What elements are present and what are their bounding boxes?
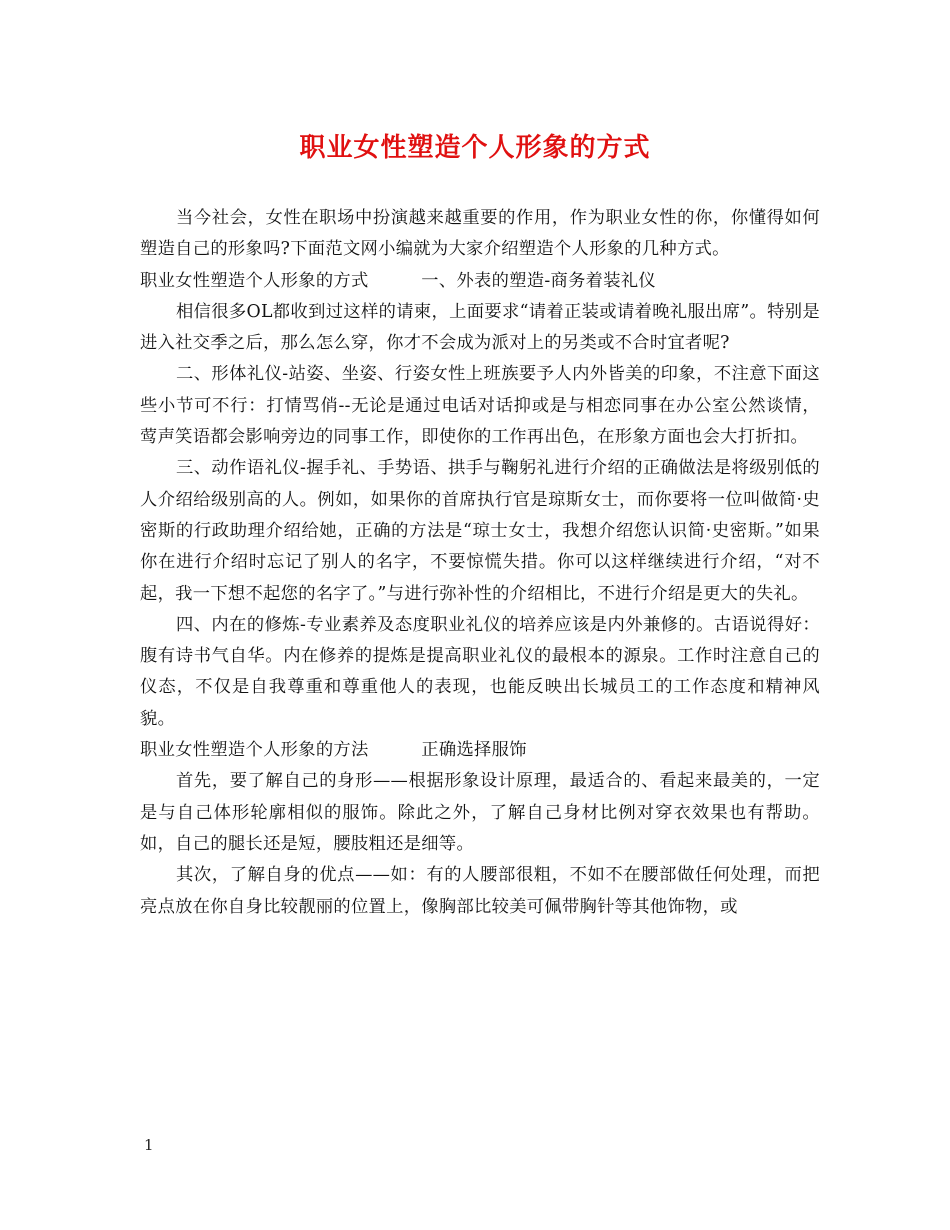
paragraph-intro: 当今社会，女性在职场中扮演越来越重要的作用，作为职业女性的你，你懂得如何塑造自己的形象吗?下面范文网小编就为大家介绍塑造个人形象的几种方式。 — [140, 208, 820, 260]
section-heading-method: 职业女性塑造个人形象的方法 正确选择服饰 — [140, 740, 527, 761]
section-heading-way: 职业女性塑造个人形象的方式 一、外表的塑造-商务着装礼仪 — [140, 270, 656, 291]
page-number: 1 — [144, 1136, 154, 1154]
paragraph-strengths: 其次，了解自身的优点——如：有的人腰部很粗，不如不在腰部做任何处理，而把亮点放在你自身比较靓丽的位置上，像胸部比较美可佩带胸针等其他饰物，或 — [140, 865, 820, 917]
paragraph-gesture: 三、动作语礼仪-握手礼、手势语、拱手与鞠躬礼进行介绍的正确做法是将级别低的人介绍给级别高的人。例如，如果你的首席执行官是琼斯女士，而你要将一位叫做简·史密斯的行政助理介绍给她，正确的方法是“琼士女士，我想介绍您认识简·史密斯。”如果你在进行介绍时忘记了别人的名字，不要惊慌失措。你可以这样继续进行介绍，“对不起，我一下想不起您的名字了。”与进行弥补性的介绍相比，不进行介绍是更大的失礼。 — [140, 458, 820, 604]
paragraph-attire: 相信很多OL都收到过这样的请柬，上面要求“请着正装或请着晚礼服出席”。特别是进入社交季之后，那么怎么穿，你才不会成为派对上的另类或不合时宜者呢? — [140, 301, 820, 354]
page-title: 职业女性塑造个人形象的方式 — [299, 133, 651, 163]
paragraph-posture: 二、形体礼仪-站姿、坐姿、行姿女性上班族要予人内外皆美的印象，不注意下面这些小节可不行：打情骂俏--无论是通过电话对话抑或是与相恋同事在办公室公然谈情，莺声笑语都会影响旁边的同事工作，即使你的工作再出色，在形象方面也会大打折扣。 — [140, 364, 820, 448]
paragraph-body-shape: 首先，要了解自己的身形——根据形象设计原理，最适合的、看起来最美的，一定是与自己体形轮廓相似的服饰。除此之外，了解自己身材比例对穿衣效果也有帮助。如，自己的腿长还是短，腰肢粗还是细等。 — [140, 771, 820, 854]
paragraph-inner-cultivation: 四、内在的修炼-专业素养及态度职业礼仪的培养应该是内外兼修的。古语说得好：腹有诗书气自华。内在修养的提炼是提高职业礼仪的最根本的源泉。工作时注意自己的仪态，不仅是自我尊重和尊重他人的表现，也能反映出长城员工的工作态度和精神风貌。 — [140, 614, 820, 729]
document-body — [140, 203, 820, 923]
